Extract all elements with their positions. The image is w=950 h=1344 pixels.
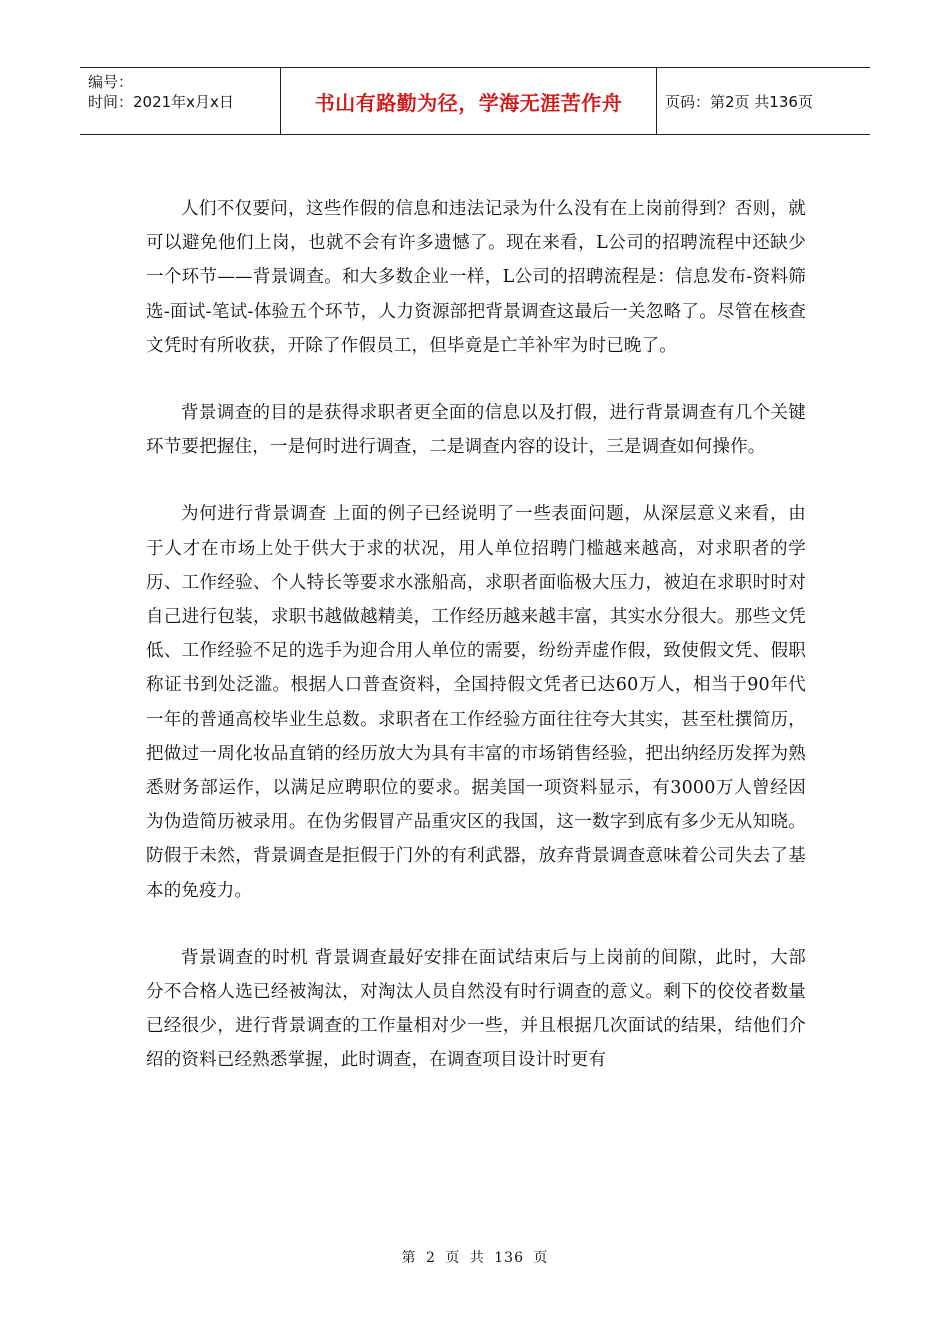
serial-number-label: 编号：: [88, 73, 134, 91]
paragraph: 背景调查的目的是获得求职者更全面的信息以及打假，进行背景调查有几个关键环节要把握住，一是何时进行调查，二是调查内容的设计，三是调查如何操作。: [146, 403, 806, 458]
document-body: [146, 192, 806, 1111]
header-motto: 书山有路勤为径，学海无涯苦作舟: [281, 68, 657, 134]
page-footer: 第 2 页 共 136 页: [401, 1250, 549, 1266]
paragraph: 为何进行背景调查 上面的例子已经说明了一些表面问题，从深层意义来看，由于人才在市场上处于供大于求的状况，用人单位招聘门槛越来越高，对求职者的学历、工作经验、个人特长等要求水涨船高，求职者面临极大压力，被迫在求职时时对自己进行包装，求职书越做越精美，工作经历越来越丰富，其实水分很大。那些文凭低、工作经验不足的选手为迎合用人单位的需要，纷纷弄虚作假，致使假文凭、假职称证书到处泛滥。根据人口普查资料，全国持假文凭者已达60万人，相当于90年代一年的普通高校毕业生总数。求职者在工作经验方面往往夸大其实，甚至杜撰简历，把做过一周化妆品直销的经历放大为具有丰富的市场销售经验，把出纳经历发挥为熟悉财务部运作，以满足应聘职位的要求。据美国一项资料显示，有3000万人曾经因为伪造简历被录用。在伪劣假冒产品重灾区的我国，这一数字到底有多少无从知晓。防假于未然，背景调查是拒假于门外的有利武器，放弃背景调查意味着公司失去了基本的免疫力。: [146, 504, 806, 901]
date-label: 时间：2021年x月x日: [88, 93, 234, 111]
header-page-code: 页码：第2页 共136页: [665, 92, 813, 111]
paragraph: 背景调查的时机 背景调查最好安排在面试结束后与上岗前的间隙，此时，大部分不合格人选已经被淘汰，对淘汰人员自然没有时行调查的意义。剩下的佼佼者数量已经很少，进行背景调查的工作量相对少一些，并且根据几次面试的结果，结他们介绍的资料已经熟悉掌握，此时调查，在调查项目设计时更有: [146, 947, 806, 1071]
header-meta-cell: [80, 68, 281, 134]
document-header: [80, 67, 870, 135]
paragraph: 人们不仅要问，这些作假的信息和违法记录为什么没有在上岗前得到？否则，就可以避免他们上岗，也就不会有许多遗憾了。现在来看，L公司的招聘流程中还缺少一个环节——背景调查。和大多数企业一样，L公司的招聘流程是：信息发布-资料筛选-面试-笔试-体验五个环节，人力资源部把背景调查这最后一关忽略了。尽管在核查文凭时有所收获，开除了作假员工，但毕竟是亡羊补牢为时已晚了。: [146, 199, 806, 356]
